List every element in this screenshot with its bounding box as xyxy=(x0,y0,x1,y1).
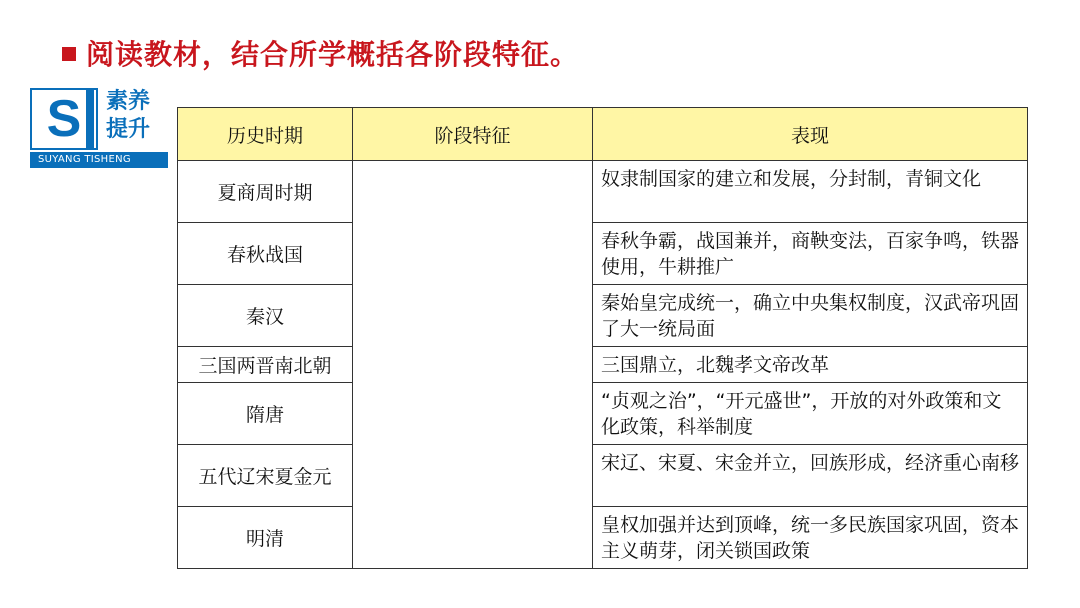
show-cell: “贞观之治”，“开元盛世”，开放的对外政策和文化政策，科举制度 xyxy=(593,383,1028,445)
feature-cell[interactable] xyxy=(353,223,593,285)
period-cell: 隋唐 xyxy=(178,383,353,445)
feature-cell[interactable] xyxy=(353,507,593,569)
logo xyxy=(30,88,168,168)
table-row xyxy=(178,383,1028,445)
table-row xyxy=(178,223,1028,285)
show-cell: 皇权加强并达到顶峰，统一多民族国家巩固，资本主义萌芽，闭关锁国政策 xyxy=(593,507,1028,569)
logo-cn-line1: 素养 xyxy=(106,89,151,114)
period-cell: 夏商周时期 xyxy=(178,161,353,223)
period-cell: 秦汉 xyxy=(178,285,353,347)
logo-en-text: SUYANG TISHENG xyxy=(30,152,168,168)
period-cell: 三国两晋南北朝 xyxy=(178,347,353,383)
table-header-row xyxy=(178,108,1028,161)
header-show: 表现 xyxy=(593,108,1028,161)
history-table xyxy=(177,107,1028,569)
header-period: 历史时期 xyxy=(178,108,353,161)
table-row xyxy=(178,285,1028,347)
feature-cell[interactable] xyxy=(353,285,593,347)
show-cell: 三国鼎立，北魏孝文帝改革 xyxy=(593,347,1028,383)
header-feature: 阶段特征 xyxy=(353,108,593,161)
feature-cell[interactable] xyxy=(353,347,593,383)
feature-cell[interactable] xyxy=(353,383,593,445)
logo-cn-line2: 提升 xyxy=(106,117,151,142)
table-row xyxy=(178,507,1028,569)
period-cell: 五代辽宋夏金元 xyxy=(178,445,353,507)
table-row xyxy=(178,445,1028,507)
page-title xyxy=(62,33,579,73)
period-cell: 春秋战国 xyxy=(178,223,353,285)
logo-letter: S xyxy=(46,90,82,148)
logo-stripe xyxy=(86,88,94,150)
table-row xyxy=(178,161,1028,223)
page-title-text: 阅读教材，结合所学概括各阶段特征。 xyxy=(86,38,580,71)
show-cell: 秦始皇完成统一，确立中央集权制度，汉武帝巩固了大一统局面 xyxy=(593,285,1028,347)
feature-cell[interactable] xyxy=(353,161,593,223)
period-cell: 明清 xyxy=(178,507,353,569)
feature-cell[interactable] xyxy=(353,445,593,507)
show-cell: 宋辽、宋夏、宋金并立，回族形成，经济重心南移 xyxy=(593,445,1028,507)
bullet-square-icon xyxy=(62,47,76,61)
logo-cn-text xyxy=(106,88,150,144)
show-cell: 奴隶制国家的建立和发展，分封制，青铜文化 xyxy=(593,161,1028,223)
table-row xyxy=(178,347,1028,383)
show-cell: 春秋争霸，战国兼并，商鞅变法，百家争鸣，铁器使用，牛耕推广 xyxy=(593,223,1028,285)
